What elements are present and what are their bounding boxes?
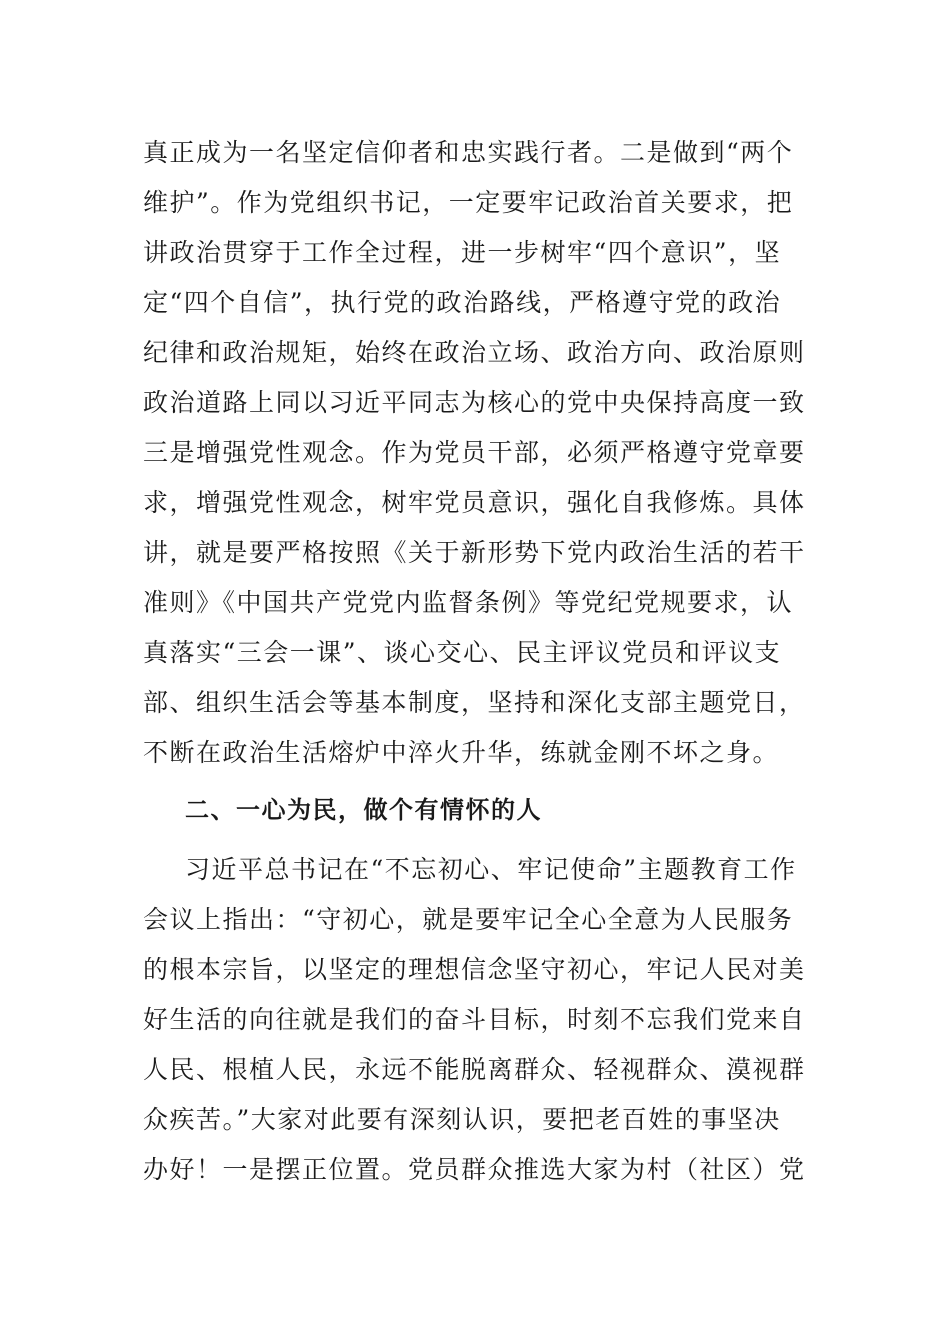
paragraph-line: 人民、根植人民，永远不能脱离群众、轻视群众、漠视群 [143,1055,806,1084]
paragraph-line: 讲政治贯穿于工作全过程，进一步树牢“四个意识”，坚 [143,238,782,267]
paragraph-line: 三是增强党性观念。作为党员干部，必须严格遵守党章要 [143,438,806,467]
paragraph-line: 部、组织生活会等基本制度，坚持和深化支部主题党日， [143,688,806,717]
paragraph-line: 纪律和政治规矩，始终在政治立场、政治方向、政治原则 [143,338,806,367]
body-paragraph-2 [143,845,808,1195]
paragraph-line: 办好！一是摆正位置。党员群众推选大家为村（社区）党 [143,1155,806,1184]
paragraph-line: 定“四个自信”，执行党的政治路线，严格遵守党的政治 [143,288,782,317]
paragraph-line: 不断在政治生活熔炉中淬火升华，练就金刚不坏之身。 [143,738,780,767]
paragraph-line: 众疾苦。”大家对此要有深刻认识，要把老百姓的事坚决 [143,1105,781,1134]
paragraph-line: 好生活的向往就是我们的奋斗目标，时刻不忘我们党来自 [143,1005,806,1034]
paragraph-line: 真落实“三会一课”、谈心交心、民主评议党员和评议支 [143,638,782,667]
paragraph-line: 维护”。作为党组织书记，一定要牢记政治首关要求，把 [143,188,794,217]
paragraph-line: 政治道路上同以习近平同志为核心的党中央保持高度一致 [143,388,806,417]
section-heading: 二、一心为民，做个有情怀的人 [185,796,542,824]
paragraph-line: 会议上指出：“守初心，就是要牢记全心全意为人民服务 [143,905,794,934]
paragraph-line: 求，增强党性观念，树牢党员意识，强化自我修炼。具体 [143,488,806,517]
paragraph-line: 习近平总书记在“不忘初心、牢记使命”主题教育工作 [185,855,797,884]
body-paragraph-1 [143,128,808,778]
paragraph-line: 的根本宗旨，以坚定的理想信念坚守初心，牢记人民对美 [143,955,806,984]
paragraph-line: 真正成为一名坚定信仰者和忠实践行者。二是做到“两个 [143,138,794,167]
paragraph-line: 准则》《中国共产党党内监督条例》等党纪党规要求，认 [143,588,794,617]
paragraph-line: 讲，就是要严格按照《关于新形势下党内政治生活的若干 [143,538,806,567]
